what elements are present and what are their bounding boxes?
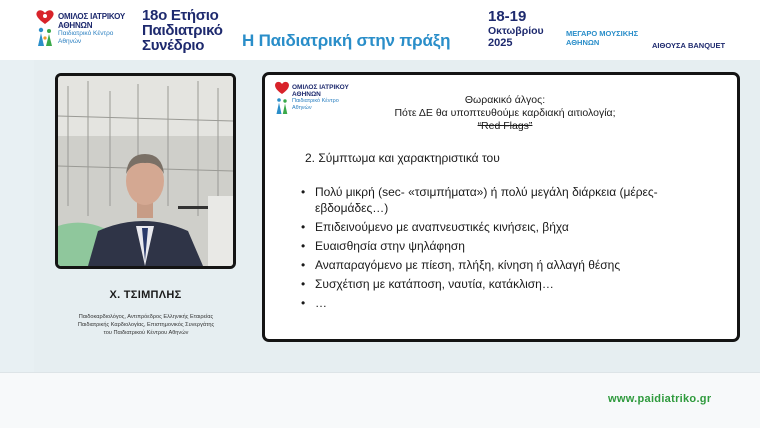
speaker-name: Χ. ΤΣΙΜΠΛΗΣ [109, 289, 182, 301]
event-title [142, 8, 242, 53]
slide-logo-line1: ΟΜΙΛΟΣ ΙΑΤΡΙΚΟΥ [292, 84, 349, 91]
list-item: • Πολύ μικρή (sec- «τσιμπήματα») ή πολύ μεγάλη διάρκεια (μέρες-εβδομάδες…) [301, 184, 721, 216]
heart-family-logo-icon [34, 8, 56, 52]
event-venue [566, 29, 638, 47]
venue-line1: ΜΕΓΑΡΟ ΜΟΥΣΙΚΗΣ [566, 29, 639, 38]
list-item: • Συσχέτιση με κατάποση, ναυτία, κατάκλιση… [301, 276, 721, 292]
list-item: • … [301, 295, 721, 311]
event-days: 18-19 [488, 8, 527, 25]
slide-logo-line3: Παιδιατρικό Κέντρο [292, 98, 339, 104]
speaker-bio-line2: Παιδιατρικής Καρδιολογίας, Επιστημονικός Συνεργάτης [77, 322, 215, 328]
event-title-line3: Συνέδριο [142, 37, 205, 54]
slide-title [375, 94, 635, 133]
slide-logo [273, 80, 353, 125]
event-month: Οκτωβρίου [488, 25, 544, 37]
speaker-bio-line1: Παιδοκαρδιολόγος, Αντιπρόεδρος Ελληνικής Εταιρείας [78, 314, 214, 320]
org-name-line3: Παιδιατρικό Κέντρο [58, 30, 114, 37]
event-tagline: Η Παιδιατρική στην πράξη [242, 31, 451, 50]
list-item: • Αναπαραγόμενο με πίεση, πλήξη, κίνηση ή αλλαγή θέσης [301, 257, 721, 273]
event-title-line2: Παιδιατρικό [142, 22, 223, 39]
speaker-bio-line3: του Παιδιατρικού Κέντρου Αθηνών [103, 330, 189, 336]
list-item: • Ευαισθησία στην ψηλάφηση [301, 238, 721, 254]
left-strip [0, 60, 34, 372]
slide-logo-line4: Αθηνών [292, 105, 312, 111]
presentation-slide [262, 72, 740, 342]
event-dates [488, 9, 578, 49]
slide-logo-text [292, 84, 349, 112]
slide-title-line1: Θωρακικό άλγος: [464, 94, 546, 106]
speaker-bio [40, 313, 252, 337]
slide-logo-line2: ΑΘΗΝΩΝ [292, 91, 321, 98]
slide-bullet-list [301, 184, 721, 314]
header-banner [0, 0, 760, 60]
website-link[interactable]: www.paidiatriko.gr [608, 393, 712, 405]
slide-title-line2: Πότε ΔΕ θα υποπτευθούμε καρδιακή αιτιολογία; [394, 107, 616, 119]
venue-line2: ΑΘΗΝΩΝ [566, 38, 600, 47]
speaker-video [55, 73, 236, 269]
org-name-line2: ΑΘΗΝΩΝ [58, 21, 93, 30]
org-name-line1: ΟΜΙΛΟΣ ΙΑΤΡΙΚΟΥ [58, 12, 126, 21]
speaker-video-image [58, 76, 233, 266]
slide-section-heading: 2. Σύμπτωμα και χαρακτηριστικά του [305, 151, 500, 165]
event-hall: ΑΙΘΟΥΣΑ BANQUET [652, 41, 726, 50]
list-item: • Επιδεινούμενο με αναπνευστικές κινήσεις, βήχα [301, 219, 721, 235]
org-name-line4: Αθηνών [58, 38, 82, 45]
event-year: 2025 [488, 37, 513, 49]
event-title-line1: 18ο Ετήσιο [142, 7, 219, 24]
org-logo-text [58, 12, 138, 46]
slide-title-line3: “Red Flags” [477, 120, 533, 132]
slide-heart-logo-icon [273, 80, 291, 120]
